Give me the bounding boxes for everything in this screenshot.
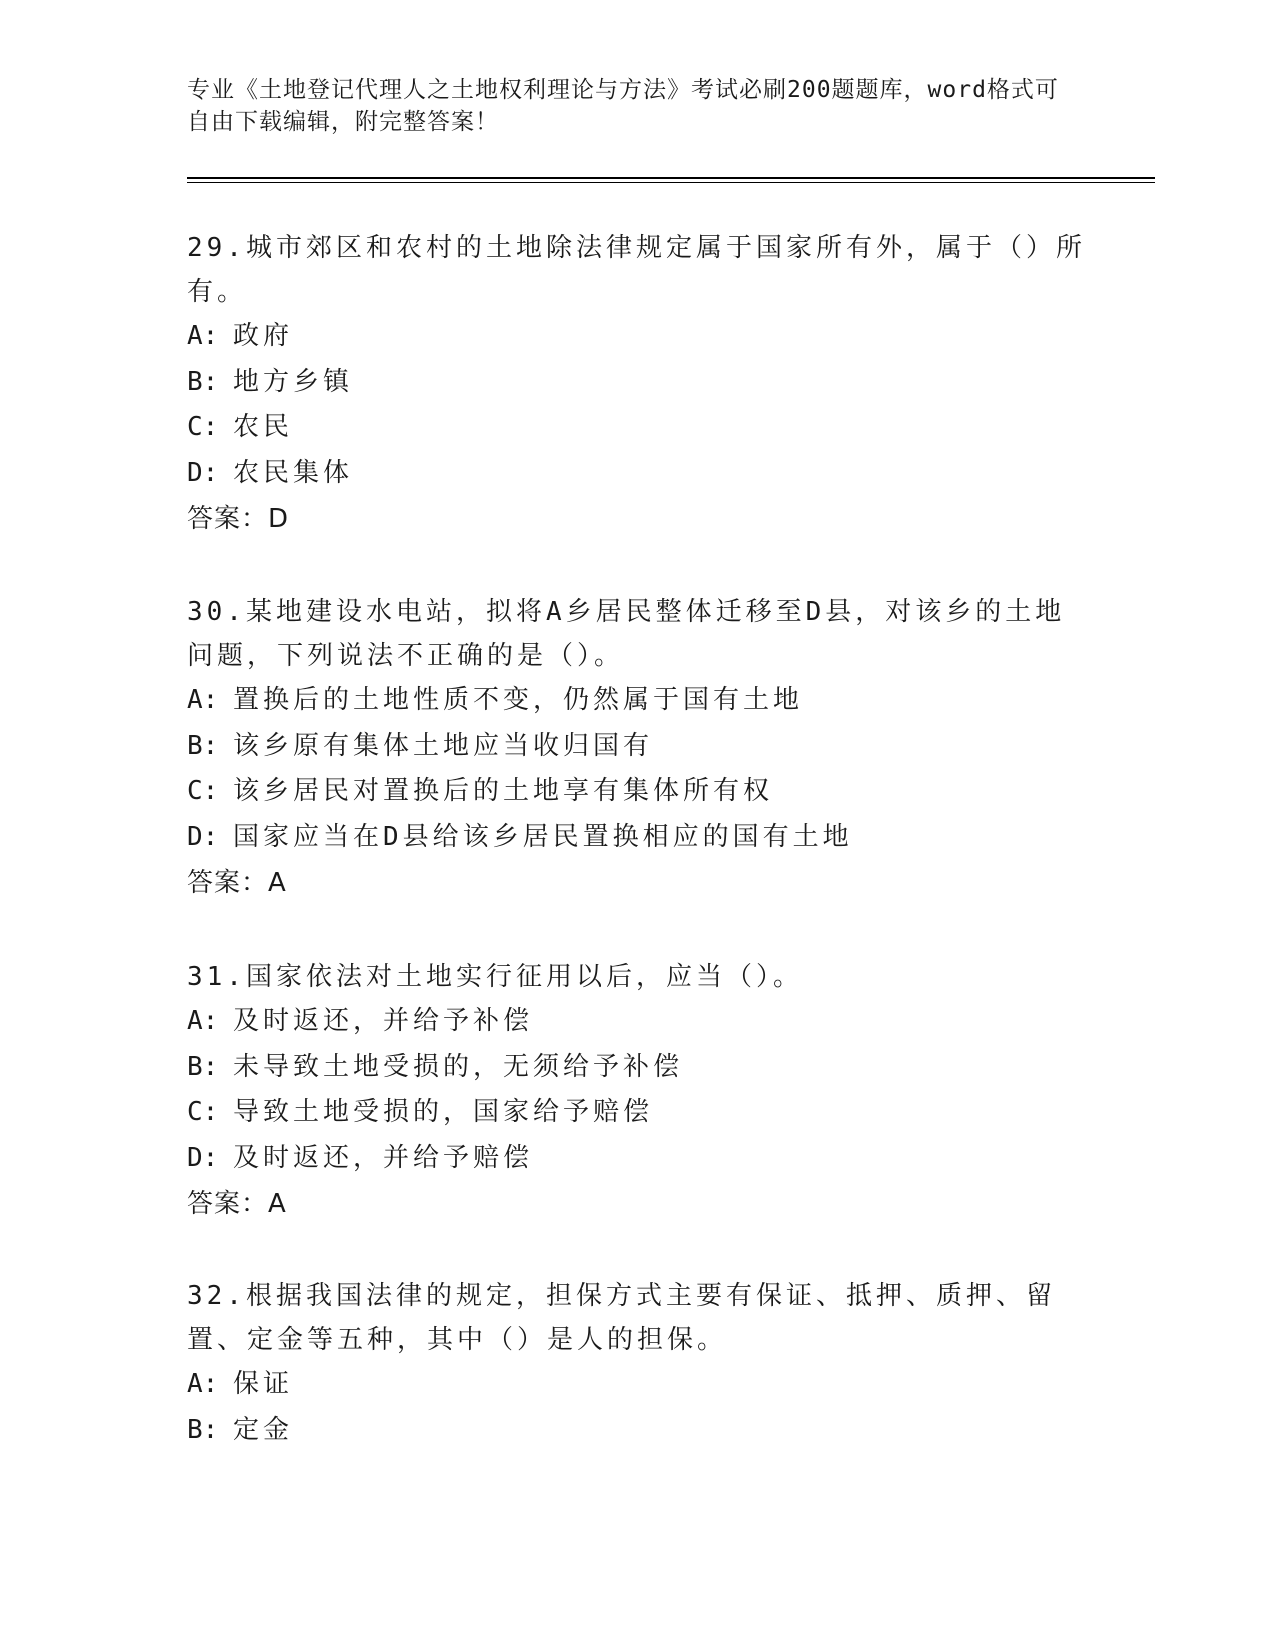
- option-letter: C:: [187, 1097, 219, 1127]
- question-29: [187, 226, 1087, 542]
- option-c: [187, 405, 1087, 451]
- question-number: 31.: [187, 962, 246, 992]
- option-text: 导致土地受损的，国家给予赔偿: [233, 1097, 654, 1127]
- option-text: 政府: [233, 321, 294, 351]
- option-text: 未导致土地受损的，无须给予补偿: [233, 1051, 684, 1082]
- option-a: [187, 678, 1087, 724]
- question-text: [187, 590, 1087, 678]
- option-text: 置换后的土地性质不变，仍然属于国有土地: [233, 685, 804, 715]
- option-d: [187, 1136, 1087, 1182]
- option-text: 农民集体: [233, 457, 354, 488]
- question-text: [187, 955, 1087, 999]
- option-b: [187, 360, 1087, 406]
- document-header: 专业《土地登记代理人之土地权利理论与方法》考试必刷200题题库，word格式可自由下载编辑，附完整答案！: [187, 77, 1059, 135]
- option-letter: D:: [187, 821, 219, 852]
- option-a: [187, 1362, 1087, 1408]
- option-a: [187, 314, 1087, 360]
- answer-value: A: [268, 1189, 287, 1219]
- question-number: 30.: [187, 597, 246, 627]
- question-stem: 某地建设水电站，拟将A乡居民整体迁移至D县，对该乡的土地问题，下列说法不正确的是（）。: [187, 597, 1066, 671]
- answer: [187, 1181, 1087, 1227]
- option-d: [187, 451, 1087, 497]
- option-text: 该乡居民对置换后的土地享有集体所有权: [233, 776, 774, 806]
- option-c: [187, 769, 1087, 815]
- answer-label: 答案：: [187, 504, 269, 534]
- option-letter: C:: [187, 412, 219, 442]
- option-letter: D:: [187, 1142, 219, 1173]
- option-text: 定金: [233, 1414, 294, 1445]
- option-text: 地方乡镇: [233, 366, 354, 397]
- answer: [187, 860, 1087, 906]
- question-text: [187, 226, 1087, 314]
- option-text: 农民: [233, 412, 294, 442]
- option-text: 保证: [233, 1369, 294, 1399]
- option-letter: A:: [187, 1369, 219, 1399]
- option-a: [187, 999, 1087, 1045]
- option-b: [187, 1408, 1087, 1454]
- option-letter: D:: [187, 457, 219, 488]
- option-letter: C:: [187, 776, 219, 806]
- option-letter: A:: [187, 685, 219, 715]
- question-32: [187, 1274, 1087, 1453]
- question-31: [187, 955, 1087, 1227]
- option-letter: B:: [187, 1051, 219, 1082]
- question-text: [187, 1274, 1087, 1362]
- option-letter: B:: [187, 730, 219, 761]
- question-stem: 根据我国法律的规定，担保方式主要有保证、抵押、质押、留置、定金等五种，其中（）是人的担保。: [187, 1281, 1056, 1355]
- answer-label: 答案：: [187, 1189, 269, 1219]
- header-divider-thin: [187, 182, 1155, 183]
- option-letter: A:: [187, 1006, 219, 1036]
- answer-label: 答案：: [187, 868, 269, 898]
- header-divider: [187, 177, 1155, 179]
- option-letter: B:: [187, 366, 219, 397]
- option-c: [187, 1090, 1087, 1136]
- answer: [187, 496, 1087, 542]
- option-b: [187, 1045, 1087, 1091]
- option-text: 国家应当在D县给该乡居民置换相应的国有土地: [233, 821, 853, 852]
- question-stem: 国家依法对土地实行征用以后，应当（）。: [245, 962, 803, 992]
- option-b: [187, 724, 1087, 770]
- option-text: 该乡原有集体土地应当收归国有: [233, 730, 654, 761]
- option-text: 及时返还，并给予赔偿: [233, 1142, 534, 1173]
- option-text: 及时返还，并给予补偿: [233, 1006, 534, 1036]
- question-number: 32.: [187, 1281, 246, 1311]
- option-d: [187, 815, 1087, 861]
- option-letter: B:: [187, 1414, 219, 1445]
- question-stem: 城市郊区和农村的土地除法律规定属于国家所有外，属于（）所有。: [187, 233, 1086, 307]
- answer-value: A: [268, 868, 287, 898]
- option-letter: A:: [187, 321, 219, 351]
- answer-value: D: [268, 504, 290, 534]
- question-number: 29.: [187, 233, 246, 263]
- question-30: [187, 590, 1087, 906]
